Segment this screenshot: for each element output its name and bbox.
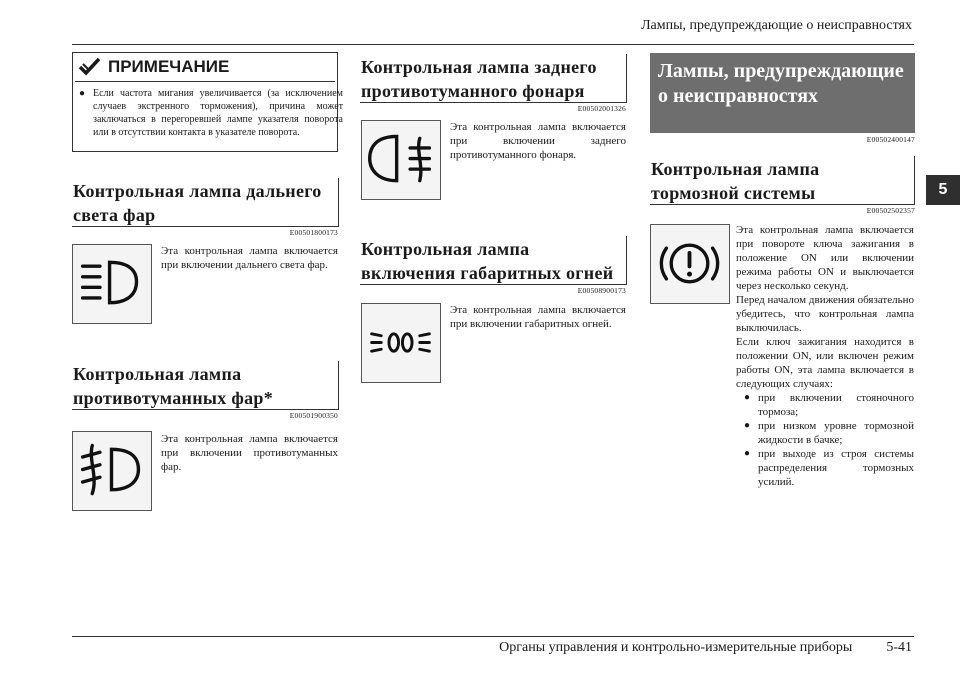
front-fog-title-mark: * <box>263 388 273 408</box>
note-box <box>72 52 343 152</box>
high-beam-indicator-icon <box>73 245 150 322</box>
brake-para-2: Перед началом движения обязательно убедитесь, что контрольная лампа выключилась. <box>736 294 914 334</box>
rear-fog-icon-box <box>361 120 441 200</box>
high-beam-title: Контрольная лампа дальнего света фар <box>73 181 322 225</box>
rear-fog-text: Эта контрольная лампа включается при включении заднего противотуманного фонаря. <box>450 121 626 161</box>
front-fog-icon-box <box>72 431 152 511</box>
chapter-tab[interactable]: 5 <box>926 175 960 205</box>
warning-lamps-code: E00502400147 <box>866 135 915 144</box>
brake-icon-box <box>650 224 730 304</box>
section-underline <box>72 226 339 227</box>
footer-chapter: Органы управления и контрольно-измерительные приборы <box>499 640 853 655</box>
position-lights-code: E00508900173 <box>577 286 626 295</box>
list-item: ● при низком уровне тормозной жидкости в бачке; <box>744 419 914 447</box>
front-fog-text: Эта контрольная лампа включается при включении противотуманных фар. <box>161 433 338 473</box>
brake-para-1: Эта контрольная лампа включается при повороте ключа зажигания в положение ON или включении режима работы ON и выключается через несколько секунд. <box>736 224 914 292</box>
position-lights-indicator-icon <box>362 304 439 381</box>
note-divider <box>75 81 335 82</box>
rear-fog-indicator-icon <box>362 121 439 198</box>
brake-warning-icon <box>651 225 728 302</box>
section-underline <box>72 409 339 410</box>
high-beam-icon-box <box>72 244 152 324</box>
section-marker <box>338 361 339 409</box>
rear-fog-code: E00502001326 <box>577 104 626 113</box>
section-underline <box>360 284 627 285</box>
note-item: ● Если частота мигания увеличивается (за исключением случаев экстренного торможения), причина может заключаться в перегоревшей лампе указателя поворота или в отсутствии контакта в указателе поворота. <box>79 87 343 139</box>
note-checkmark-icon <box>77 56 103 78</box>
footer <box>499 640 912 656</box>
note-header <box>77 56 229 78</box>
rear-fog-title: Контрольная лампа заднего противотуманного фонаря <box>361 57 597 101</box>
header-rule <box>72 44 914 45</box>
list-item: ● при выходе из строя системы распределения тормозных усилий. <box>744 447 914 489</box>
list-item: ● при включении стояночного тормоза; <box>744 391 914 419</box>
position-lights-icon-box <box>361 303 441 383</box>
footer-rule <box>72 636 914 637</box>
page-number: 5-41 <box>886 640 912 655</box>
brake-code: E00502502357 <box>866 206 915 215</box>
high-beam-code: E00501800173 <box>289 228 338 237</box>
note-title: ПРИМЕЧАНИЕ <box>108 57 230 76</box>
section-marker <box>626 236 627 284</box>
front-fog-indicator-icon <box>73 432 150 509</box>
brake-text-block <box>736 223 914 489</box>
high-beam-text: Эта контрольная лампа включается при включении дальнего света фар. <box>161 245 338 271</box>
section-underline <box>360 102 627 103</box>
brake-title: Контрольная лампа тормозной системы <box>651 159 820 203</box>
front-fog-code: E00501900350 <box>289 411 338 420</box>
position-lights-title: Контрольная лампа включения габаритных огней <box>361 239 614 283</box>
running-header: Лампы, предупреждающие о неисправностях <box>641 18 912 33</box>
section-underline <box>650 204 915 205</box>
brake-para-3: Если ключ зажигания находится в положении ON, или включен режим работы ON, эта лампа включается в следующих случаях: <box>736 336 914 390</box>
front-fog-title <box>73 362 328 410</box>
warning-lamps-title: Лампы, предупреждающие о неисправностях <box>650 53 915 133</box>
brake-bullets <box>736 391 914 489</box>
position-lights-text: Эта контрольная лампа включается при включении габаритных огней. <box>450 304 626 330</box>
section-marker <box>338 178 339 226</box>
section-marker <box>914 156 915 204</box>
front-fog-title-text: Контрольная лампа противотуманных фар <box>73 364 264 408</box>
section-marker <box>626 54 627 102</box>
